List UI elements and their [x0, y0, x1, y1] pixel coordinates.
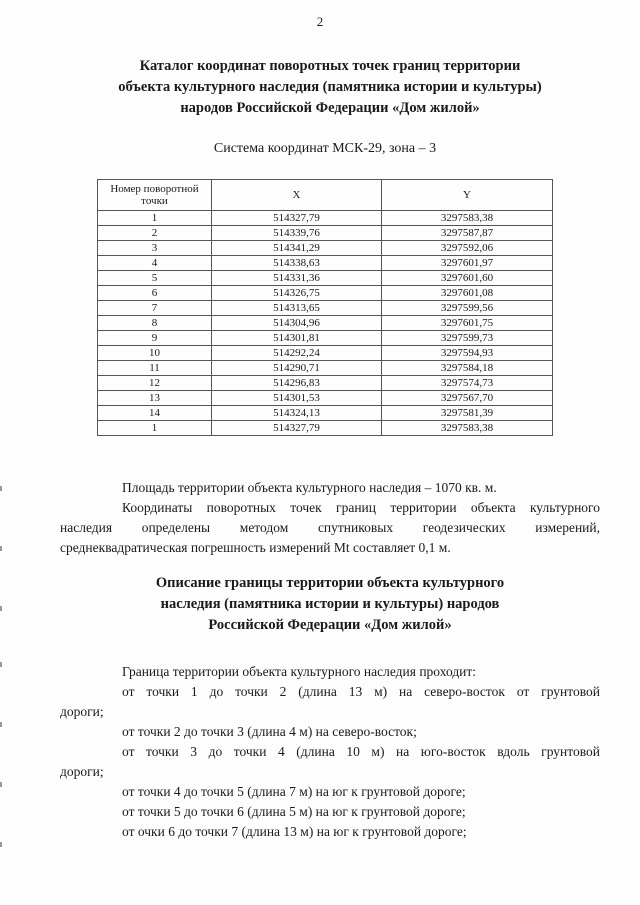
table-row	[98, 301, 553, 316]
y-cell: 3297567,70	[382, 391, 553, 406]
scan-binding-mark	[0, 722, 2, 727]
y-cell: 3297601,08	[382, 286, 553, 301]
area-text: Площадь территории объекта культурного наследия – 1070 кв. м.	[122, 480, 497, 495]
y-cell: 3297601,60	[382, 271, 553, 286]
description-line: от точки 2 до точки 3 (длина 4 м) на северо-восток;	[122, 724, 417, 739]
point-number-cell: 1	[98, 421, 212, 436]
table-row	[98, 421, 553, 436]
point-number-cell: 10	[98, 346, 212, 361]
method-line-1: Координаты поворотных точек границ территории объекта культурного	[122, 500, 600, 515]
point-number-cell: 1	[98, 211, 212, 226]
x-cell: 514331,36	[212, 271, 382, 286]
y-cell: 3297599,73	[382, 331, 553, 346]
table-row	[98, 316, 553, 331]
table-row	[98, 406, 553, 421]
table-row	[98, 271, 553, 286]
description-line: от точки 1 до точки 2 (длина 13 м) на северо-восток от грунтовой	[122, 684, 600, 699]
page-number: 2	[316, 14, 324, 29]
description-intro: Граница территории объекта культурного наследия проходит:	[122, 664, 477, 679]
y-cell: 3297594,93	[382, 346, 553, 361]
method-line-3: среднеквадратическая погрешность измерений Мt составляет 0,1 м.	[60, 540, 451, 555]
point-number-cell: 11	[98, 361, 212, 376]
description-title-line-2: наследия (памятника истории и культуры) народов	[160, 596, 500, 612]
header-point-number: Номер поворотной точки	[98, 180, 212, 211]
table-row	[98, 226, 553, 241]
y-cell: 3297584,18	[382, 361, 553, 376]
table-row	[98, 241, 553, 256]
x-cell: 514326,75	[212, 286, 382, 301]
table-row	[98, 286, 553, 301]
y-cell: 3297592,06	[382, 241, 553, 256]
point-number-cell: 14	[98, 406, 212, 421]
table-row	[98, 376, 553, 391]
catalog-title	[60, 56, 600, 119]
x-cell: 514327,79	[212, 421, 382, 436]
point-number-cell: 12	[98, 376, 212, 391]
y-cell: 3297599,56	[382, 301, 553, 316]
area-and-method-block	[60, 478, 600, 558]
scan-binding-mark	[0, 546, 2, 551]
coordinate-system-label: Система координат МСК-29, зона – 3	[213, 141, 437, 156]
table-row	[98, 346, 553, 361]
description-line: дороги;	[60, 704, 104, 719]
description-line: от очки 6 до точки 7 (длина 13 м) на юг к грунтовой дороге;	[122, 824, 467, 839]
x-cell: 514301,81	[212, 331, 382, 346]
y-cell: 3297601,97	[382, 256, 553, 271]
scan-binding-mark	[0, 782, 2, 787]
table-row	[98, 391, 553, 406]
x-cell: 514290,71	[212, 361, 382, 376]
description-title	[60, 573, 600, 636]
scan-binding-mark	[0, 606, 2, 611]
header-x: X	[212, 180, 382, 211]
table-header-row	[98, 180, 553, 211]
catalog-title-line-2: объекта культурного наследия (памятника истории и культуры)	[118, 79, 542, 95]
x-cell: 514338,63	[212, 256, 382, 271]
coordinates-table	[97, 179, 553, 436]
y-cell: 3297581,39	[382, 406, 553, 421]
y-cell: 3297583,38	[382, 211, 553, 226]
scan-binding-mark	[0, 842, 2, 847]
description-title-line-1: Описание границы территории объекта культурного	[155, 575, 505, 591]
point-number-cell: 6	[98, 286, 212, 301]
x-cell: 514292,24	[212, 346, 382, 361]
catalog-title-line-1: Каталог координат поворотных точек границ территории	[139, 58, 521, 74]
y-cell: 3297574,73	[382, 376, 553, 391]
scan-binding-mark	[0, 486, 2, 491]
x-cell: 514301,53	[212, 391, 382, 406]
y-cell: 3297583,38	[382, 421, 553, 436]
point-number-cell: 3	[98, 241, 212, 256]
description-line: от точки 3 до точки 4 (длина 10 м) на юго-восток вдоль грунтовой	[122, 744, 600, 759]
x-cell: 514341,29	[212, 241, 382, 256]
x-cell: 514304,96	[212, 316, 382, 331]
x-cell: 514339,76	[212, 226, 382, 241]
table-row	[98, 361, 553, 376]
description-line: дороги;	[60, 764, 104, 779]
catalog-title-line-3: народов Российской Федерации «Дом жилой»	[180, 100, 480, 116]
table-row	[98, 211, 553, 226]
y-cell: 3297587,87	[382, 226, 553, 241]
scan-binding-mark	[0, 662, 2, 667]
method-line-2: наследия определены методом спутниковых геодезических измерений,	[60, 520, 600, 535]
description-title-line-3: Российской Федерации «Дом жилой»	[208, 617, 452, 633]
point-number-cell: 5	[98, 271, 212, 286]
point-number-cell: 2	[98, 226, 212, 241]
x-cell: 514313,65	[212, 301, 382, 316]
point-number-cell: 8	[98, 316, 212, 331]
point-number-cell: 7	[98, 301, 212, 316]
table-row	[98, 331, 553, 346]
point-number-cell: 4	[98, 256, 212, 271]
description-line: от точки 5 до точки 6 (длина 5 м) на юг к грунтовой дороге;	[122, 804, 466, 819]
point-number-cell: 9	[98, 331, 212, 346]
y-cell: 3297601,75	[382, 316, 553, 331]
table-row	[98, 256, 553, 271]
x-cell: 514324,13	[212, 406, 382, 421]
header-y: Y	[382, 180, 553, 211]
boundary-description	[60, 662, 600, 842]
point-number-cell: 13	[98, 391, 212, 406]
x-cell: 514296,83	[212, 376, 382, 391]
x-cell: 514327,79	[212, 211, 382, 226]
description-line: от точки 4 до точки 5 (длина 7 м) на юг к грунтовой дороге;	[122, 784, 466, 799]
